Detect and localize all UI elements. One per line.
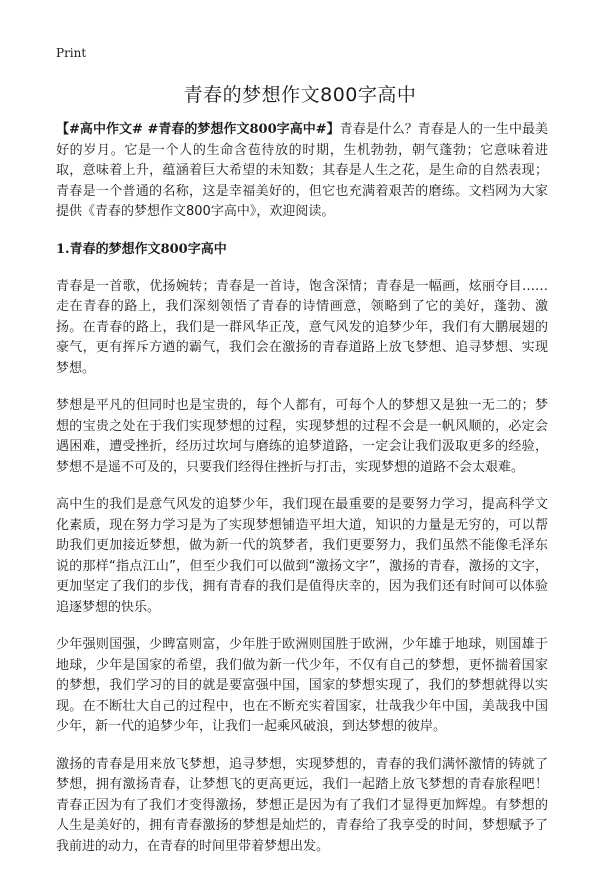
- paragraph: 激扬的青春是用来放飞梦想，追寻梦想，实现梦想的，青春的我们满怀激情的铸就了梦想，拥有激扬青春，让梦想飞的更高更远，我们一起踏上放飞梦想的青春旅程吧！青春正因为有了我们才变得激扬，梦想正是因为有了我们才显得更加辉煌。有梦想的人生是美好的，拥有青春激扬的梦想是灿烂的，青春给了我享受的时间，梦想赋予了我前进的动力，在青春的时间里带着梦想出发。: [56, 756, 548, 854]
- intro-paragraph: [56, 120, 548, 223]
- article-body: [56, 120, 548, 874]
- paragraph: 梦想是平凡的但同时也是宝贵的，每个人都有，可每个人的梦想又是独一无二的；梦想的宝贵之处在于我们实现梦想的过程，实现梦想的过程不会是一帆风顺的，必定会遇困难，遭受挫折，经历过坎坷与磨练的追梦道路，一定会让我们汲取更多的经验，梦想不是遥不可及的，只要我们经得住挫折与打击，实现梦想的道路不会太艰难。: [56, 398, 548, 475]
- paragraph: 高中生的我们是意气风发的追梦少年，我们现在最重要的是要努力学习，提高科学文化素质，现在努力学习是为了实现梦想铺造平坦大道，知识的力量是无穷的，可以帮助我们更加接近梦想，做为新一代的筑梦者，我们更要努力，我们虽然不能像毛泽东说的那样“指点江山”，但至少我们可以做到“激扬文字”，激扬的青春，激扬的文字，更加坚定了我们的步伐，拥有青春的我们是值得庆幸的，因为我们还有时间可以体验追逐梦想的快乐。: [56, 497, 548, 615]
- page-title: 青春的梦想作文800字高中: [183, 84, 417, 106]
- section-heading: 1.青春的梦想作文800字高中: [56, 241, 227, 257]
- paragraph: 青春是一首歌，优扬婉转；青春是一首诗，饱含深情；青春是一幅画，炫丽夺目……走在青春的路上，我们深刻领悟了青春的诗情画意，领略到了它的美好，蓬勃、激扬。在青春的路上，我们是一群风华正茂，意气风发的追梦少年，我们有大鹏展翅的豪气，更有挥斥方遒的霸气，我们会在激扬的青春道路上放飞梦想、追寻梦想、实现梦想。: [56, 278, 548, 376]
- intro-tag: 【#高中作文# #青春的梦想作文800字高中#】: [56, 122, 340, 137]
- paragraph: 少年强则国强，少睥富则富，少年胜于欧洲则国胜于欧洲，少年雄于地球，则国雄于地球，少年是国家的希望，我们做为新一代少年，不仅有自己的梦想，更怀揣着国家的梦想，我们学习的目的就是要富强中国，国家的梦想实现了，我们的梦想就得以实现。在不断壮大自己的过程中，也在不断充实着国家，壮哉我少年中国，美哉我中国少年，新一代的追梦少年，让我们一起乘风破浪，到达梦想的彼岸。: [56, 637, 548, 734]
- print-link[interactable]: Print: [56, 46, 87, 60]
- intro-text: 青春是什么？青春是人的一生中最美好的岁月。它是一个人的生命含苞待放的时期，生机勃勃，朝气蓬勃；它意味着进取，意味着上升，蕴涵着巨大希望的未知数；其春是人生之花，是生命的自然表现；青春是一个普通的名称，这是幸福美好的，但它也充满着艰苦的磨练。文档网为大家提供《青春的梦想作文800字高中》，欢迎阅读。: [56, 122, 548, 219]
